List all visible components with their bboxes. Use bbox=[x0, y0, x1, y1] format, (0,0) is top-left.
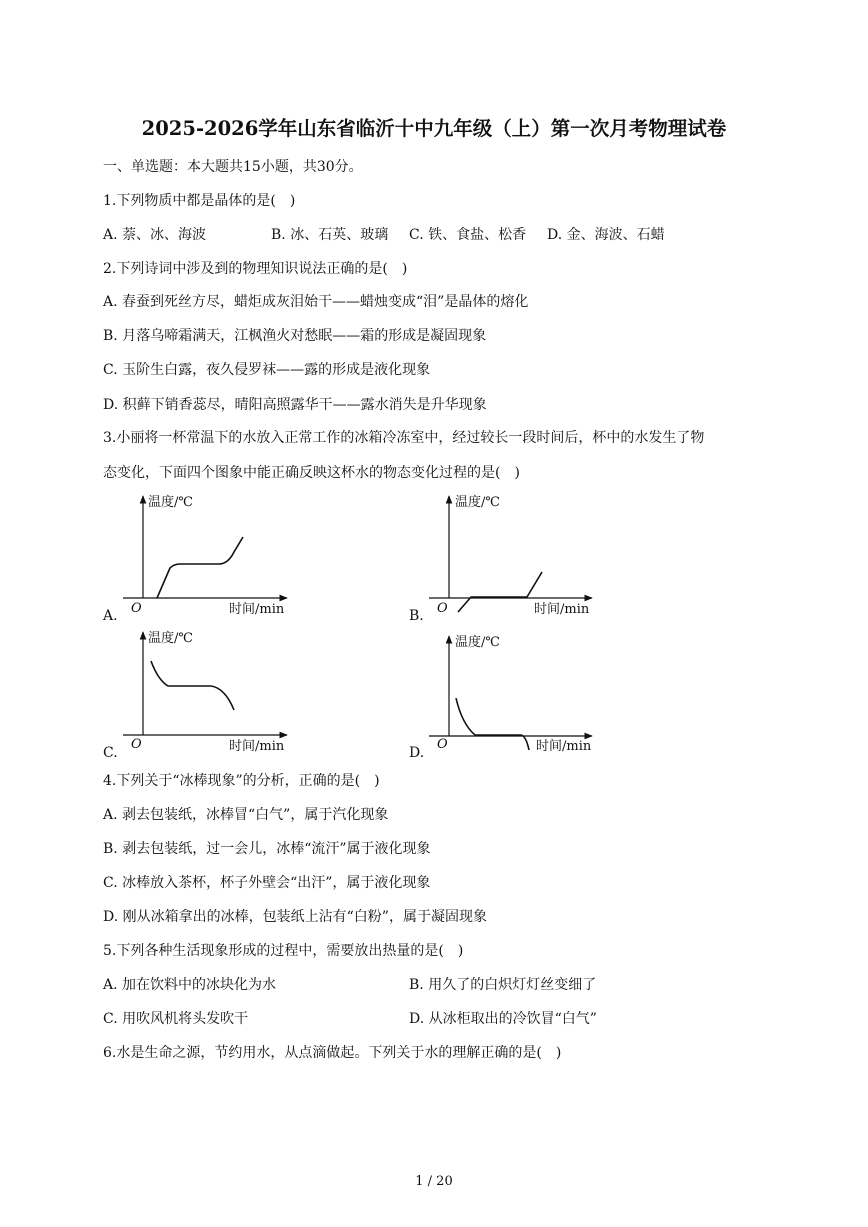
graph-a-ylabel: 温度/℃ bbox=[148, 495, 193, 510]
q2-option-c[interactable]: C. 玉阶生白露，夜久侵罗袜——露的形成是液化现象 bbox=[103, 362, 431, 378]
q5-option-d[interactable]: D. 从冰柜取出的冷饮冒“白气” bbox=[409, 1011, 597, 1027]
q1-option-a[interactable]: A. 萘、冰、海波 bbox=[103, 227, 207, 243]
q2-option-a[interactable]: A. 春蚕到死丝方尽，蜡炬成灰泪始干——蜡烛变成“泪”是晶体的熔化 bbox=[103, 294, 529, 310]
graph-c bbox=[123, 630, 287, 754]
question-4-stem: 4.下列关于“冰棒现象”的分析，正确的是( ) bbox=[103, 773, 380, 789]
graph-a-origin: O bbox=[131, 601, 142, 616]
q1-option-c[interactable]: C. 铁、食盐、松香 bbox=[409, 227, 527, 243]
graph-b-ylabel: 温度/℃ bbox=[455, 495, 500, 510]
q5-option-c[interactable]: C. 用吹风机将头发吹干 bbox=[103, 1011, 249, 1027]
graph-d-origin: O bbox=[437, 737, 448, 752]
q4-option-a[interactable]: A. 剥去包装纸，冰棒冒“白气”，属于汽化现象 bbox=[103, 807, 389, 823]
graph-d bbox=[429, 634, 592, 754]
question-2-stem: 2.下列诗词中涉及到的物理知识说法正确的是( ) bbox=[103, 261, 408, 277]
section-heading: 一、单选题：本大题共15小题，共30分。 bbox=[103, 159, 363, 175]
graph-d-label[interactable]: D. bbox=[409, 745, 425, 761]
question-5-stem: 5.下列各种生活现象形成的过程中，需要放出热量的是( ) bbox=[103, 943, 464, 959]
graph-a bbox=[123, 494, 287, 617]
q2-option-b[interactable]: B. 月落乌啼霜满天，江枫渔火对愁眠——霜的形成是凝固现象 bbox=[103, 328, 487, 344]
q4-option-b[interactable]: B. 剥去包装纸，过一会儿，冰棒“流汗”属于液化现象 bbox=[103, 841, 431, 857]
graph-b bbox=[429, 494, 592, 617]
graph-d-xlabel: 时间/min bbox=[536, 739, 592, 754]
q2-option-d[interactable]: D. 积藓下销香蕊尽，晴阳高照露华干——露水消失是升华现象 bbox=[103, 397, 487, 413]
question-6-stem: 6.水是生命之源，节约用水，从点滴做起。下列关于水的理解正确的是( ) bbox=[103, 1045, 562, 1061]
q5-option-a[interactable]: A. 加在饮料中的冰块化为水 bbox=[103, 977, 277, 993]
q1-option-d[interactable]: D. 金、海波、石蜡 bbox=[547, 227, 665, 243]
question-3-stem-line1: 3.小丽将一杯常温下的水放入正常工作的冰箱冷冻室中，经过较长一段时间后，杯中的水发生了物 bbox=[103, 430, 705, 446]
q4-option-c[interactable]: C. 冰棒放入茶杯，杯子外壁会“出汗”，属于液化现象 bbox=[103, 875, 431, 891]
question-1-stem: 1.下列物质中都是晶体的是( ) bbox=[103, 193, 296, 209]
graph-a-label[interactable]: A. bbox=[103, 608, 118, 624]
graph-b-origin: O bbox=[437, 601, 448, 616]
graph-c-ylabel: 温度/℃ bbox=[148, 631, 193, 646]
graph-c-origin: O bbox=[131, 737, 142, 752]
graph-a-xlabel: 时间/min bbox=[229, 602, 285, 617]
q5-option-b[interactable]: B. 用久了的白炽灯灯丝变细了 bbox=[409, 977, 597, 993]
page-title: 2025-2026学年山东省临沂十中九年级（上）第一次月考物理试卷 bbox=[141, 117, 727, 140]
graph-d-ylabel: 温度/℃ bbox=[455, 635, 500, 650]
graph-b-label[interactable]: B. bbox=[409, 608, 424, 624]
graph-b-xlabel: 时间/min bbox=[534, 602, 590, 617]
graph-c-xlabel: 时间/min bbox=[229, 739, 285, 754]
graph-c-label[interactable]: C. bbox=[103, 745, 118, 761]
question-3-stem-line2: 态变化，下面四个图象中能正确反映这杯水的物态变化过程的是( ) bbox=[103, 465, 520, 481]
q4-option-d[interactable]: D. 刚从冰箱拿出的冰棒，包装纸上沾有“白粉”，属于凝固现象 bbox=[103, 909, 487, 925]
q1-option-b[interactable]: B. 冰、石英、玻璃 bbox=[271, 227, 389, 243]
page-number: 1 / 20 bbox=[415, 1174, 453, 1189]
